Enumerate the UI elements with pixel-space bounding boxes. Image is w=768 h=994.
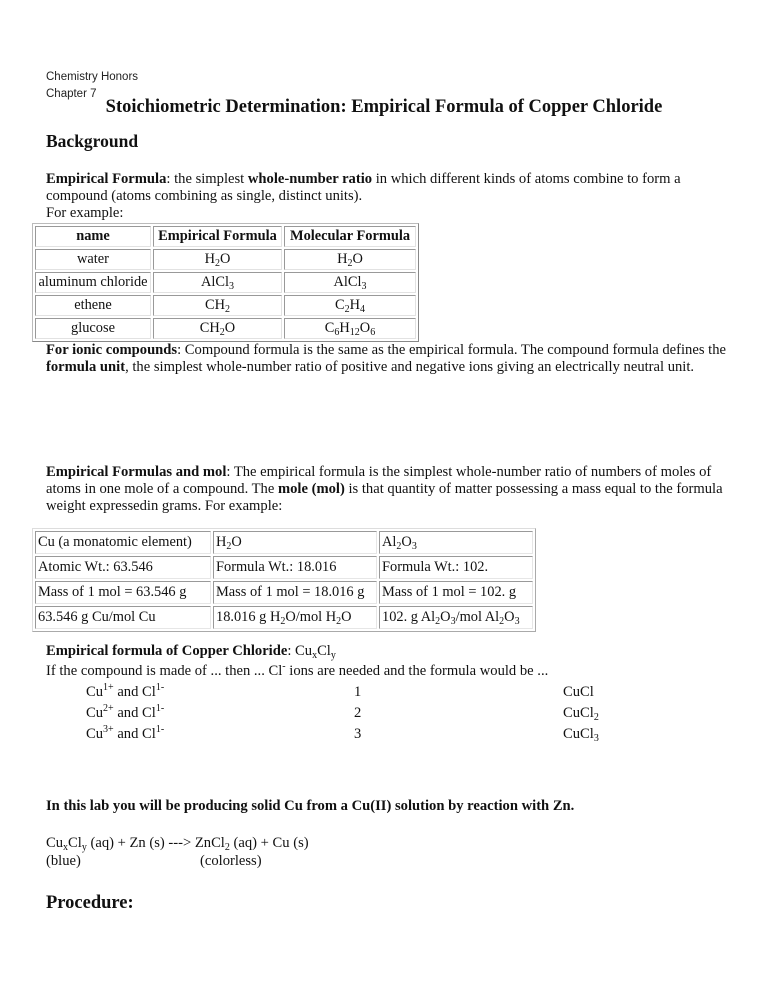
table-cell: Mass of 1 mol = 18.016 g: [213, 581, 377, 604]
empirical-term: Empirical Formula: [46, 171, 167, 187]
mol-text2: is that quantity of matter possessing a mass equal to the formula weight expressedin grams. For example:: [46, 481, 723, 514]
cell-empirical: $CH_2$: [153, 295, 282, 316]
ion-pair: $Cu^{3+}$ and $Cl^{1-}$: [86, 724, 165, 742]
table-row: [35, 556, 533, 579]
cell-molecular: AlCl$_3$: [284, 272, 416, 293]
empirical-text1: : the simplest: [166, 171, 248, 187]
reaction-label-blue: (blue): [46, 853, 81, 869]
ion-pair: $Cu^{1+}$ and $Cl^{1-}$: [86, 682, 165, 700]
header-molecular: Molecular Formula: [284, 226, 416, 247]
formula-table: [32, 223, 419, 342]
course-name: Chemistry Honors: [46, 71, 139, 83]
table-cell: Mass of 1 mol = 102. g: [379, 581, 533, 604]
table-cell: 102. g $Al_2O_3$/mol $Al_2O_3$: [379, 606, 533, 629]
table-cell: $H_2O$: [213, 531, 377, 554]
table-row: [35, 531, 533, 554]
page-title: Stoichiometric Determination: Empirical Formula of Copper Chloride: [105, 97, 663, 117]
mol-term: Empirical Formulas and mol: [46, 464, 227, 480]
copper-chloride-term: Empirical formula of Copper Chloride: [46, 643, 288, 659]
chapter-label: Chapter 7: [46, 88, 97, 100]
cell-empirical: $CH_2O$: [153, 318, 282, 339]
table-row: [35, 249, 416, 270]
reaction-equation: $Cu_xCl_y$ (aq) + Zn (s) ---> ZnCl$_2$ (aq) + Cu (s): [46, 835, 309, 853]
lab-statement-text: In this lab you will be producing solid Cu from a Cu(II) solution by reaction with Zn.: [46, 798, 575, 814]
empirical-text2: in which different kinds of atoms combine to form a compound (atoms combining as single, distinct units).: [46, 171, 681, 204]
table-cell: 63.546 g Cu/mol Cu: [35, 606, 211, 629]
cell-name: ethene: [35, 295, 151, 316]
cell-molecular: $C_6H_{12}O_6$: [284, 318, 416, 339]
chloride-count: 1: [354, 684, 362, 700]
header-empirical: Empirical Formula: [153, 226, 282, 247]
chloride-count: 2: [354, 705, 362, 721]
table-cell: Formula Wt.: 18.016: [213, 556, 377, 579]
resulting-formula: CuCl$_2$: [563, 705, 599, 723]
background-heading: Background: [46, 131, 139, 151]
empirical-definition: [46, 171, 736, 222]
cell-molecular: $H_2O$: [284, 249, 416, 270]
mole-term: mole (mol): [277, 481, 345, 497]
whole-number-ratio: whole-number ratio: [247, 171, 373, 187]
ionic-compounds-text: [46, 342, 736, 376]
table-row: [35, 272, 416, 293]
resulting-formula: CuCl$_3$: [563, 726, 599, 744]
copper-chloride-heading: [46, 643, 736, 660]
reaction-label-colorless: (colorless): [200, 853, 262, 869]
mol-text1: : The empirical formula is the simplest whole-number ratio of numbers of moles of atoms in one mole of a compound. The: [46, 464, 712, 497]
table-cell: Mass of 1 mol = 63.546 g: [35, 581, 211, 604]
table-cell: $Al_2O_3$: [379, 531, 533, 554]
cell-name: water: [35, 249, 151, 270]
cell-empirical: AlCl$_3$: [153, 272, 282, 293]
table-row: [35, 606, 533, 629]
cell-name: glucose: [35, 318, 151, 339]
molar-mass-table: [32, 528, 536, 632]
copper-chloride-formula: : $Cu_xCl_y$: [287, 643, 336, 661]
lab-statement: [46, 798, 736, 815]
ion-pair: $Cu^{2+}$ and $Cl^{1-}$: [86, 703, 165, 721]
header-name: name: [35, 226, 151, 247]
cell-name: aluminum chloride: [35, 272, 151, 293]
table-cell: Cu (a monatomic element): [35, 531, 211, 554]
table-row: [35, 581, 533, 604]
procedure-heading: Procedure:: [46, 893, 134, 913]
resulting-formula: CuCl: [563, 684, 594, 700]
table-cell: Formula Wt.: 102.: [379, 556, 533, 579]
chloride-count: 3: [354, 726, 362, 742]
table-row: [35, 295, 416, 316]
table-cell: 18.016 g $H_2O$/mol $H_2O$: [213, 606, 377, 629]
ionic-text1: : Compound formula is the same as the empirical formula. The compound formula defines the: [177, 342, 726, 358]
table-header-row: [35, 226, 416, 247]
formula-unit-term: formula unit: [46, 359, 126, 375]
table-cell: Atomic Wt.: 63.546: [35, 556, 211, 579]
ionic-term: For ionic compounds: [46, 342, 178, 358]
for-example-label: For example:: [46, 205, 124, 221]
ionic-text2: , the simplest whole-number ratio of positive and negative ions giving an electrically neutral unit.: [125, 359, 695, 375]
mol-text: [46, 464, 736, 515]
table-row: [35, 318, 416, 339]
copper-chloride-intro: If the compound is made of ... then ... Cl- ions are needed and the formula would be ...: [46, 661, 549, 679]
cell-molecular: $C_2H_4$: [284, 295, 416, 316]
cell-empirical: $H_2O$: [153, 249, 282, 270]
